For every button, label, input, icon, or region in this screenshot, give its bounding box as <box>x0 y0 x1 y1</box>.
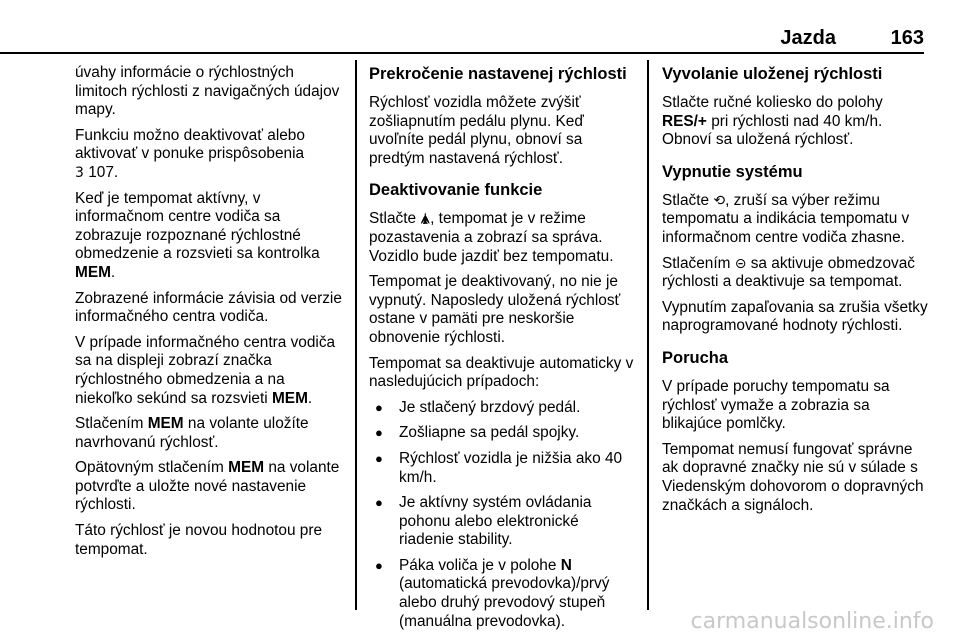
mem-button-label: MEM <box>228 459 265 477</box>
column-2 <box>369 64 637 638</box>
paragraph: V prípade informačného centra vodiča sa na displeji zobrazí značka rýchlostného obmedzenia a na niekoľko sekúnd sa rozsvieti MEM. <box>75 333 336 407</box>
paragraph: Rýchlosť vozidla môžete zvýšiť zošliapnutím pedálu plynu. Keď uvoľníte pedál plynu, obnoví sa predtým nastavená rýchlosť. <box>369 94 584 167</box>
section-heading: Deaktivovanie funkcie <box>369 181 543 200</box>
paragraph: Stlačením MEM na volante uložíte navrhovanú rýchlosť. <box>75 415 309 451</box>
res-plus-label: RES/+ <box>662 112 707 130</box>
paragraph: Stlačte ⟲, zruší sa výber režimu tempomatu a indikácia tempomatu v informačnom centre vodiča zhasne. <box>662 191 910 246</box>
list-item: ● Zošliapne sa pedál spojky. <box>369 424 637 443</box>
paragraph: Vypnutím zapaľovania sa zrušia všetky naprogramované hodnoty rýchlosti. <box>662 298 928 335</box>
list-item: ● Rýchlosť vozidla je nižšia ako 40 km/h. <box>369 450 637 487</box>
list-item: ● Páka voliča je v polohe N (automatická prevodovka)/prvý alebo druhý prevodový stupeň (manuálna prevodovka). <box>369 557 637 631</box>
mem-button-label: MEM <box>147 415 184 433</box>
mem-indicator-label: MEM <box>75 263 111 281</box>
paragraph: úvahy informácie o rýchlostných limitoch rýchlosti z navigačných údajov mapy. <box>75 64 340 119</box>
paragraph: Funkciu možno deaktivovať alebo aktivovať v ponuke prispôsobenia 3 107. <box>75 126 305 181</box>
chapter-title: Jazda <box>780 27 836 49</box>
paragraph: Zobrazené informácie závisia od verzie informačného centra vodiča. <box>75 289 342 326</box>
section-heading: Vyvolanie uloženej rýchlosti <box>662 65 883 83</box>
page-reference-icon: 3 <box>75 164 84 181</box>
section-heading: Vypnutie systému <box>662 162 803 181</box>
paragraph: Tempomat je deaktivovaný, no nie je vypnutý. Naposledy uložená rýchlosť ostane v pamäti pre neskoršie obnovenie rýchlosti. <box>369 273 621 346</box>
page-number: 163 <box>890 27 924 49</box>
section-heading: Porucha <box>662 348 729 367</box>
list-item: ● Je aktívny systém ovládania pohonu alebo elektronické riadenie stability. <box>369 494 637 550</box>
list-item: ● Je stlačený brzdový pedál. <box>369 399 637 418</box>
mem-indicator-label: MEM <box>271 389 308 407</box>
bullet-list <box>369 399 637 632</box>
column-3 <box>662 64 928 522</box>
column-divider <box>647 60 649 610</box>
column-divider <box>355 60 357 610</box>
gear-position-label: N <box>560 556 572 574</box>
cruise-pause-icon: 🛦 <box>420 211 431 228</box>
speed-limiter-icon: ⊝ <box>734 255 747 272</box>
paragraph: Keď je tempomat aktívny, v informačnom centre vodiča sa zobrazuje rozpoznané rýchlostné obmedzenie a rozsvieti sa kontrolka MEM. <box>75 189 320 281</box>
paragraph: Tempomat sa deaktivuje automaticky v nasledujúcich prípadoch: <box>369 354 634 391</box>
paragraph: V prípade poruchy tempomatu sa rýchlosť vymaže a zobrazia sa blikajúce pomlčky. <box>662 377 890 433</box>
header-rule <box>0 52 924 54</box>
watermark: carmanualsonline.info <box>690 609 934 634</box>
column-1 <box>75 64 343 566</box>
paragraph: Stlačte ručné koliesko do polohy RES/+ pri rýchlosti nad 40 km/h. Obnoví sa uložená rýchlosť. <box>662 94 883 149</box>
paragraph: Tempomat nemusí fungovať správne ak dopravné značky nie sú v súlade s Viedenským dohovorom o dopravných značkách a signáloch. <box>662 440 924 514</box>
paragraph: Stlačením ⊝ sa aktivuje obmedzovač rýchlosti a deaktivuje sa tempomat. <box>662 254 915 291</box>
paragraph: Táto rýchlosť je novou hodnotou pre tempomat. <box>75 522 323 558</box>
section-heading: Prekročenie nastavenej rýchlosti <box>369 65 627 83</box>
paragraph: Stlačte 🛦, tempomat je v režime pozastavenia a zobrazí sa správa. Vozidlo bude jazdiť bez tempomatu. <box>369 210 614 265</box>
paragraph: Opätovným stlačením MEM na volante potvrďte a uložte nové nastavenie rýchlosti. <box>75 459 340 514</box>
cruise-off-icon: ⟲ <box>713 192 726 209</box>
